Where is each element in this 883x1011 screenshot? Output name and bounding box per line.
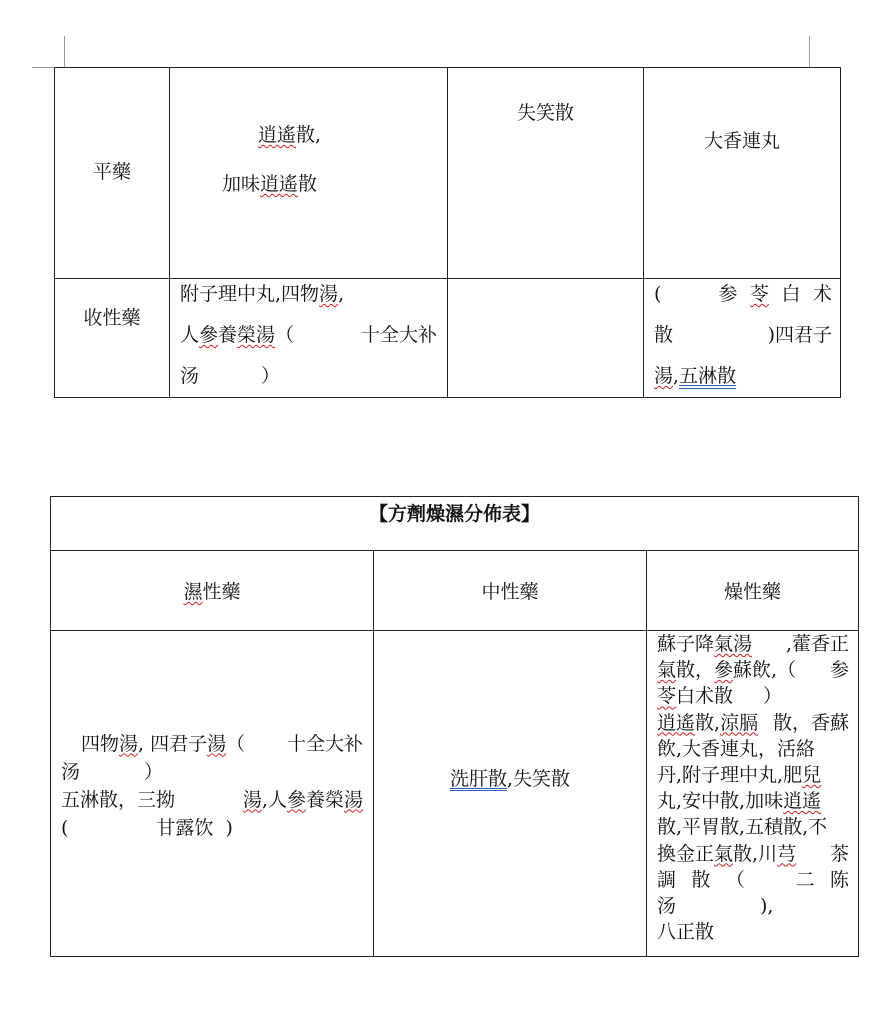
cell-dry-list (647, 631, 859, 957)
cell-neutral-list (374, 631, 647, 957)
row-label: 收性藥 (83, 307, 141, 329)
cell-header-wet (51, 551, 374, 631)
table-herbal-properties-top (54, 67, 841, 398)
text-line: 逍遙散,涼膈 散，香蘇 (657, 711, 850, 734)
table-header-row (51, 551, 859, 631)
text-line: 逍遙散, (258, 124, 322, 146)
crop-mark-left-vertical (64, 36, 65, 68)
text-line: 失笑散 (516, 102, 574, 124)
text-line: 丸,安中散,加味逍遙 (657, 790, 822, 813)
table-dry-wet-distribution (50, 496, 859, 957)
text-line: ( 甘露饮 ) (61, 816, 233, 839)
table-row (55, 279, 841, 398)
text-line: 洗肝散,失笑散 (449, 767, 571, 790)
table-row (55, 68, 841, 279)
header-wet: 濕性藥 (183, 581, 241, 603)
text-line: 四物湯, 四君子湯（ 十全大补 (81, 732, 363, 755)
cell-neutral-col3 (448, 68, 644, 279)
text-line: 丹,附子理中丸,肥兒 (657, 764, 822, 787)
cell-astringent-col3-empty (448, 279, 644, 398)
cell-astringent-col2 (170, 279, 448, 398)
text-line: 苓白术散 ） (657, 685, 783, 708)
cell-label-neutral (55, 68, 170, 279)
cell-wet-list (51, 631, 374, 957)
table-row (51, 631, 859, 957)
text-line: 附子理中丸,四物湯, (180, 283, 345, 305)
text-line: 湯,五淋散 (654, 365, 737, 387)
cell-header-dry (647, 551, 859, 631)
text-line: 八正散 (657, 921, 715, 944)
text-line: 換金正氣散,川芎 茶 (657, 842, 850, 865)
cell-header-neutral (374, 551, 647, 631)
text-line: 汤 ） (61, 760, 164, 783)
text-line: 人參養榮湯（ 十全大补 (180, 324, 437, 346)
text-line: 大香連丸 (703, 130, 780, 152)
text-line: 散,平胃散,五積散,不 (657, 816, 828, 839)
text-line: 汤 ） (180, 365, 281, 387)
row-label: 平藥 (92, 160, 131, 183)
cell-label-astringent (55, 279, 170, 398)
text-line: 汤 ), (657, 895, 774, 918)
crop-mark-right-vertical (809, 36, 810, 68)
text-line: 加味逍遙散 (222, 173, 318, 195)
text-line: 五淋散，三拗 湯,人參養榮湯 (61, 788, 363, 811)
cell-neutral-col4 (644, 68, 841, 279)
cell-astringent-col4 (644, 279, 841, 398)
text-line: 氣散，參蘇飲,（ 参 (657, 659, 850, 682)
table-title: 【方劑燥濕分佈表】 (369, 503, 541, 525)
cell-neutral-col2 (170, 68, 448, 279)
text-line: 調 散 （ 二 陈 (657, 868, 850, 891)
text-line: 散 )四君子 (654, 324, 832, 346)
cell-table-title (51, 497, 859, 551)
text-line: ( 参 苓 白 术 (654, 283, 832, 305)
header-neutral: 中性藥 (481, 581, 539, 603)
text-line: 飲,大香連丸，活絡 (657, 737, 816, 760)
table-title-row (51, 497, 859, 551)
text-line: 蘇子降氣湯 ,藿香正 (657, 633, 850, 655)
header-dry: 燥性藥 (724, 581, 782, 603)
